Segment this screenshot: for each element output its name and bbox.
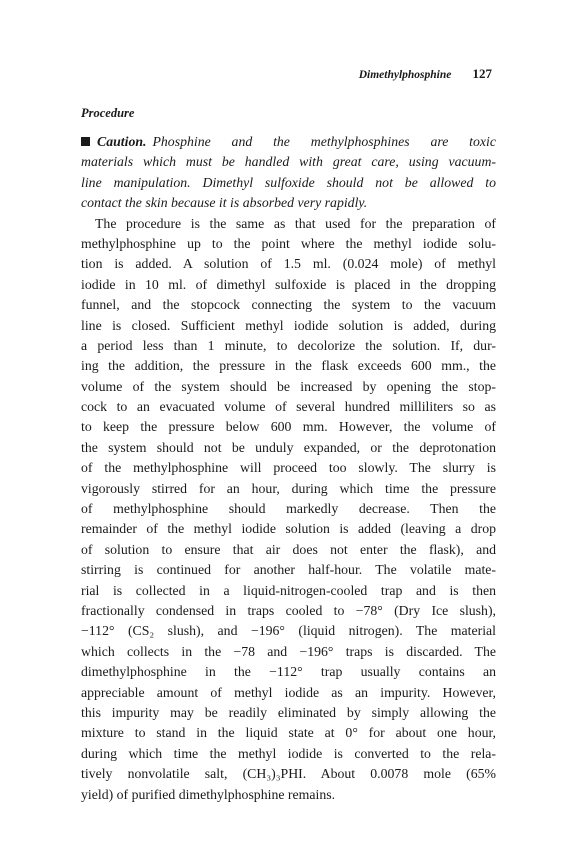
running-head [359, 66, 492, 82]
paragraph-line: of the methylphosphine will proceed too slowly. The slurry is [81, 460, 496, 476]
paragraph-line: methylphosphine up to the point where the methyl iodide solu- [81, 235, 496, 251]
paragraph-line: which collects in the −78 and −196° traps is discarded. The [81, 643, 496, 659]
paragraph-line: vigorously stirred for an hour, during which time the pressure [81, 480, 496, 496]
paragraph-line: −112° (CS₂ slush), and −196° (liquid nitrogen). The material [81, 623, 496, 639]
paragraph-line: of methylphosphine should markedly decrease. Then the [81, 501, 496, 517]
paragraph-line: funnel, and the stopcock connecting the system to the vacuum [81, 297, 496, 313]
paragraph-line: rial is collected in a liquid-nitrogen-cooled trap and is then [81, 582, 496, 598]
paragraph-line: appreciable amount of methyl iodide as an impurity. However, [81, 684, 496, 700]
paragraph-line: dimethylphosphine in the −112° trap usually contains an [81, 664, 496, 680]
caution-line: materials which must be handled with great care, using vacuum- [81, 154, 496, 170]
paragraph-line: line is closed. Sufficient methyl iodide solution is added, during [81, 317, 496, 333]
paragraph-line: of solution to ensure that air does not enter the flask), and [81, 541, 496, 557]
paragraph-line: the system should not be unduly expanded, or the deprotonation [81, 439, 496, 455]
paragraph-line: fractionally condensed in traps cooled to −78° (Dry Ice slush), [81, 602, 496, 618]
paragraph-line: stirring is continued for another half-hour. The volatile mate- [81, 562, 496, 578]
paragraph-line: to keep the pressure below 600 mm. However, the volume of [81, 419, 496, 435]
paragraph-line: a period less than 1 minute, to decolorize the solution. If, dur- [81, 337, 496, 353]
page-number: 127 [472, 66, 492, 81]
running-head-title: Dimethylphosphine [358, 69, 452, 81]
paragraph-line: tion is added. A solution of 1.5 ml. (0.024 mole) of methyl [81, 256, 496, 272]
paragraph-line: volume of the system should be increased by opening the stop- [81, 378, 496, 394]
paragraph-line: cock to an evacuated volume of several hundred milliliters so as [81, 399, 496, 415]
caution-line [81, 132, 496, 152]
paragraph-line: mixture to stand in the liquid state at 0° for about one hour, [81, 725, 496, 741]
square-bullet-icon [81, 137, 90, 146]
paragraph-line: The procedure is the same as that used for the preparation of [95, 215, 496, 231]
paragraph-line: remainder of the methyl iodide solution is added (leaving a drop [81, 521, 496, 537]
paragraph-line: iodide in 10 ml. of dimethyl sulfoxide is placed in the dropping [81, 276, 496, 292]
paragraph-line: tively nonvolatile salt, (CH₃)₃PHI. About 0.0078 mole (65% [81, 766, 496, 782]
paragraph-line: during which time the methyl iodide is converted to the rela- [81, 745, 496, 761]
paragraph-line: ing the addition, the pressure in the flask exceeds 600 mm., the [81, 358, 496, 374]
section-heading: Procedure [81, 106, 135, 120]
caution-line: contact the skin because it is absorbed very rapidly. [81, 195, 368, 211]
caution-text: Phosphine and the methylphosphines are toxic [152, 134, 496, 149]
caution-note [81, 132, 496, 214]
caution-line: line manipulation. Dimethyl sulfoxide should not be allowed to [81, 174, 496, 190]
procedure-paragraph [81, 214, 496, 805]
caution-label: Caution. [97, 134, 147, 149]
body-text [81, 132, 496, 805]
paragraph-line: yield) of purified dimethylphosphine remains. [81, 786, 336, 802]
paragraph-line: this impurity may be readily eliminated by simply allowing the [81, 704, 496, 720]
